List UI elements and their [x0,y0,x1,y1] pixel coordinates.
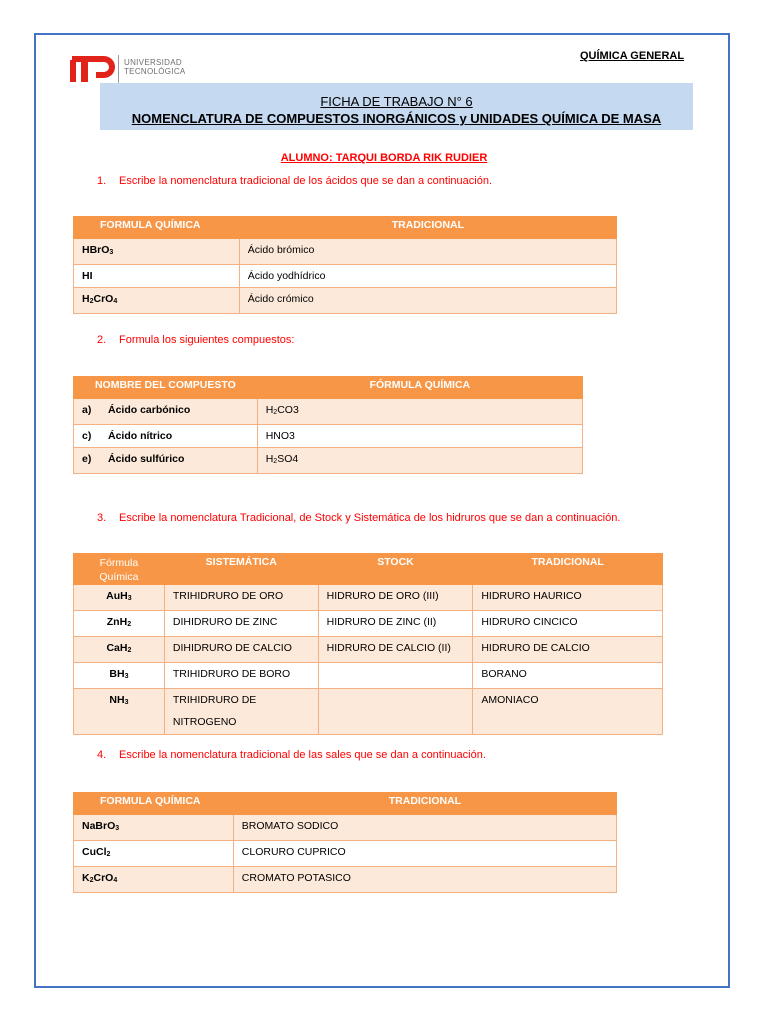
acids-table [73,216,617,314]
table-header: NOMBRE DEL COMPUESTO FÓRMULA QUÍMICA [74,377,583,399]
hydrides-table [73,553,663,735]
compounds-table [73,376,583,474]
table-row: e) Ácido sulfúrico $H_2SO4$ [74,448,583,474]
table-row: c) Ácido nítrico HNO3 [74,425,583,448]
table-row: $NH_3$ TRIHIDRURO DE NITROGENO AMONIACO [74,689,663,735]
table-row: $H_2CrO_4$ Ácido crómico [74,288,617,314]
student-name: ALUMNO: TARQUI BORDA RIK RUDIER [280,152,488,164]
table-row: ZnH$_2$ DIHIDRURO DE ZINC HIDRURO DE ZINC (II) HIDRURO CINCICO [74,611,663,637]
table-row: $BH_3$ TRIHIDRURO DE BORO BORANO [74,663,663,689]
question-1: 1. Escribe la nomenclatura tradicional de los ácidos que se dan a continuación. [97,175,493,187]
table-row: NaBrO$_3$ BROMATO SODICO [74,815,617,841]
table-row: $K_2CrO_4$ CROMATO POTASICO [74,867,617,893]
table-row: HBrO$_3$ Ácido brómico [74,239,617,265]
table-header: FORMULA QUÍMICA TRADICIONAL [74,793,617,815]
worksheet-subtitle: NOMENCLATURA DE COMPUESTOS INORGÁNICOS y UNIDADES QUÍMICA DE MASA [131,111,662,126]
table-row: CuCl$_2$ CLORURO CUPRICO [74,841,617,867]
table-row: a) Ácido carbónico $H_2CO3$ [74,399,583,425]
table-row: AuH$_3$ TRIHIDRURO DE ORO HIDRURO DE ORO (III) HIDRURO HAURICO [74,585,663,611]
question-2: 2. Formula los siguientes compuestos: [97,334,295,346]
table-row: HI Ácido yodhídrico [74,265,617,288]
question-3: 3. Escribe la nomenclatura Tradicional, de Stock y Sistemática de los hidruros que se dan a continuación. [97,512,621,524]
question-4: 4. Escribe la nomenclatura tradicional de las sales que se dan a continuación. [97,749,486,761]
course-name: QUÍMICA GENERAL [580,50,685,62]
table-header: Fórmula Química SISTEMÁTICA STOCK TRADICIONAL [74,554,663,585]
logo-text: UNIVERSIDAD TECNOLÓGICA [124,58,186,76]
worksheet-title: FICHA DE TRABAJO N° 6 [320,94,473,109]
salts-table [73,792,617,893]
table-row: CaH$_2$ DIHIDRURO DE CALCIO HIDRURO DE CALCIO (II) HIDRURO DE CALCIO [74,637,663,663]
table-header: FORMULA QUÍMICA TRADICIONAL [74,217,617,239]
title-box [100,83,693,130]
